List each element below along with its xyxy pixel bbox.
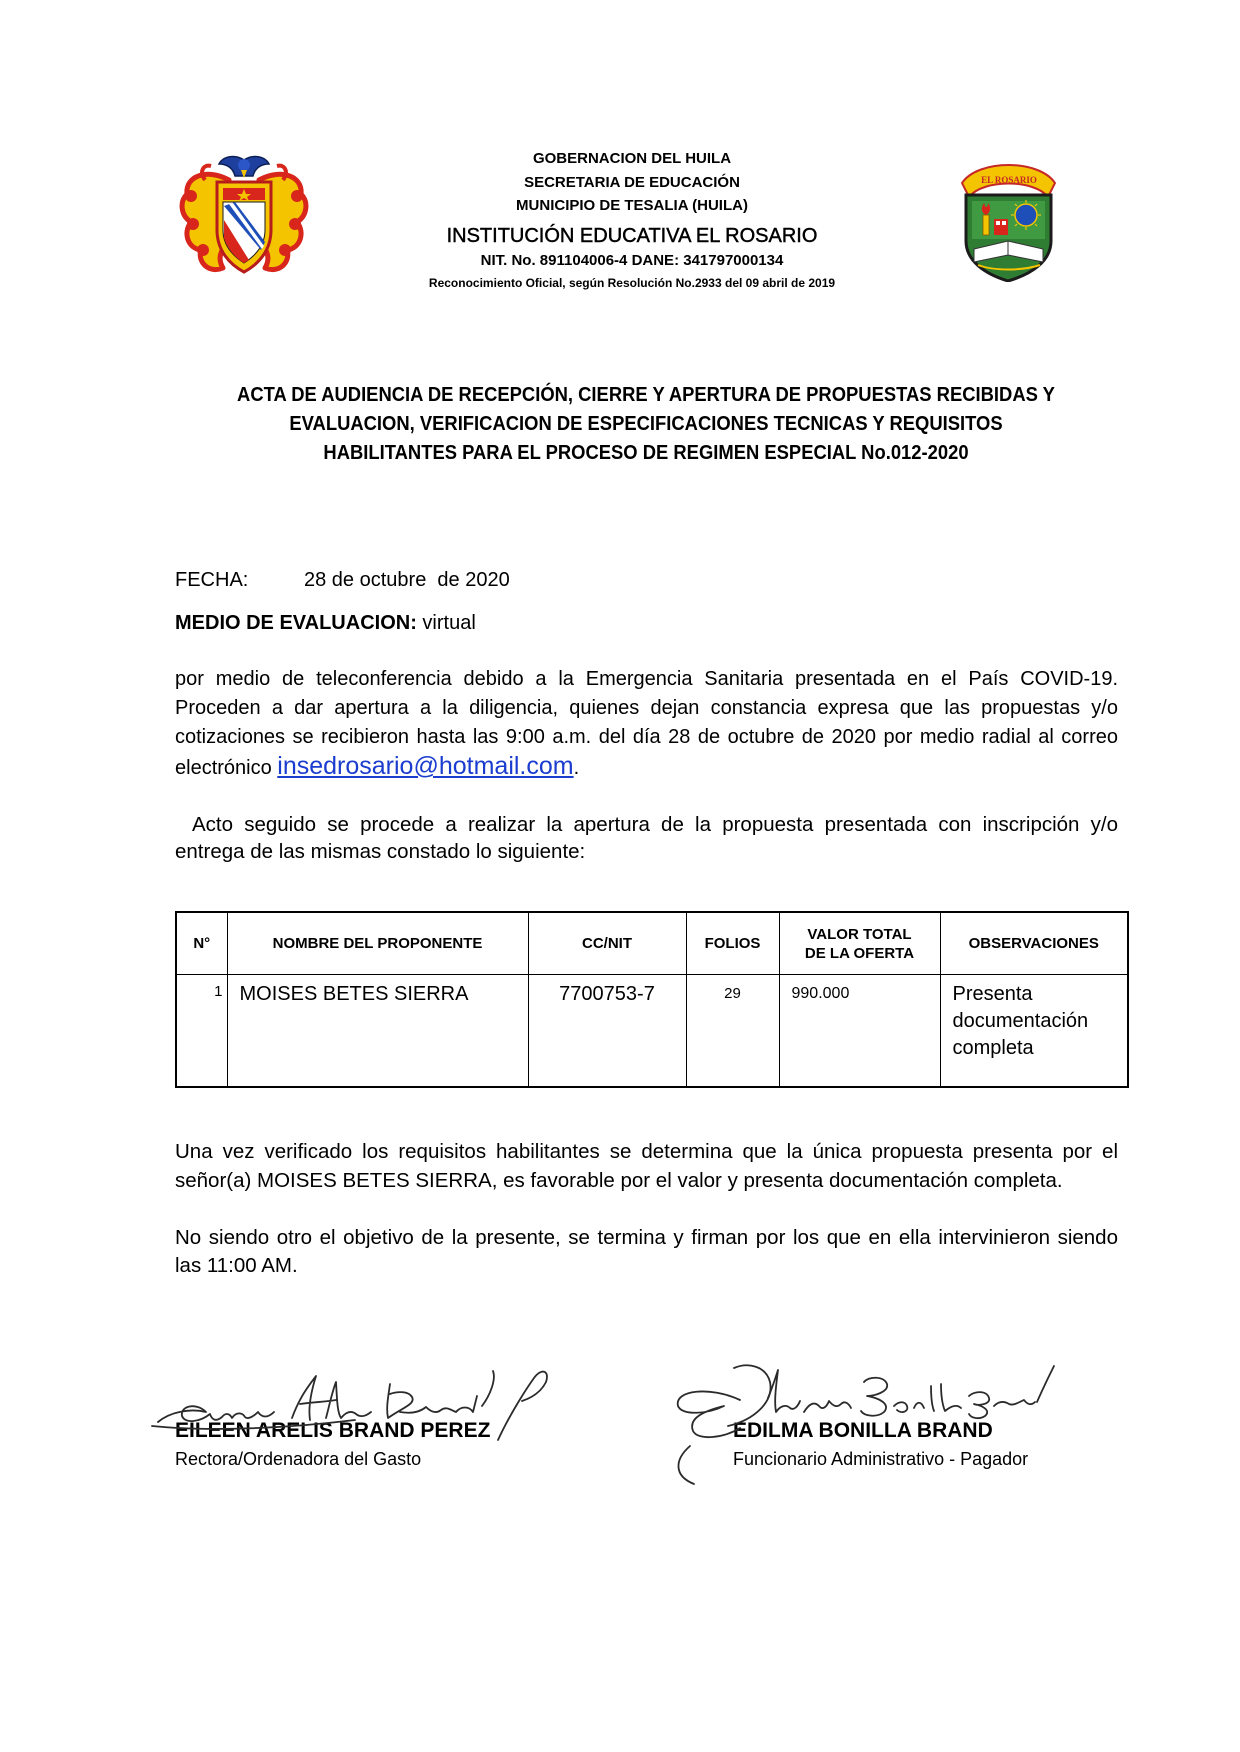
emblem-label: EL ROSARIO [981, 175, 1037, 185]
header-observations: OBSERVACIONES [940, 912, 1128, 975]
cell-observations: Presenta documentación completa [940, 975, 1128, 1088]
date-value: 28 de octubre de 2020 [304, 569, 510, 591]
email-suffix: . [573, 757, 580, 779]
title-line: ACTA DE AUDIENCIA DE RECEPCIÓN, CIERRE Y APERTURA DE PROPUESTAS RECIBIDAS Y [237, 384, 1055, 406]
medium-label: MEDIO DE EVALUACION: [175, 612, 417, 634]
header-municipality: MUNICIPIO DE TESALIA (HUILA) [516, 197, 748, 214]
school-emblem-icon [954, 153, 1063, 282]
medium-value: virtual [422, 612, 476, 634]
header-nit: NIT. No. 891104006-4 DANE: 341797000134 [480, 252, 784, 269]
intro-line: Proceden a dar apertura a la diligencia, quienes dejan constancia expresa que las propuestas y/o [175, 697, 1118, 719]
intro-line: cotizaciones se recibieron hasta las 9:00 a.m. del día 28 de octubre de 2020 por medio radial al correo [175, 726, 1118, 748]
email-prefix: electrónico [175, 757, 272, 779]
signatory-role-administrator: Funcionario Administrativo - Pagador [733, 1449, 1029, 1469]
intro-line [175, 752, 1118, 783]
gobernacion-coat-of-arms-icon [177, 150, 311, 282]
document-title [46, 381, 1240, 468]
cell-proponent-name: MOISES BETES SIERRA [227, 975, 528, 1088]
signatory-name-rector: EILEEN ARELIS BRAND PEREZ [175, 1419, 491, 1442]
opening-line: Acto seguido se procede a realizar la apertura de la propuesta presentada con inscripción y/o [192, 813, 1118, 836]
cell-cc-nit: 7700753-7 [528, 975, 686, 1088]
date-label: FECHA: [175, 569, 249, 591]
header-government: GOBERNACION DEL HUILA [532, 150, 732, 167]
closing-line: las 11:00 AM. [175, 1254, 298, 1277]
header-secretariat: SECRETARIA DE EDUCACIÓN [524, 174, 740, 191]
cell-folios: 29 [686, 975, 779, 1088]
evaluation-medium [175, 609, 476, 637]
intro-line: por medio de teleconferencia debido a la Emergencia Sanitaria presentada en el País COVID-19. [175, 668, 1118, 690]
header-number: N° [176, 912, 227, 975]
header-recognition: Reconocimiento Oficial, según Resolución No.2933 del 09 abril de 2019 [428, 276, 836, 290]
header-offer-value-line: VALOR TOTAL [807, 925, 912, 943]
opening-line: entrega de las mismas constado lo siguiente: [175, 840, 586, 863]
signature-rector-icon [150, 1362, 590, 1444]
cell-offer-value: 990.000 [779, 975, 940, 1088]
closing-paragraph [175, 1224, 1118, 1280]
header-offer-value [779, 912, 940, 975]
intro-paragraph [175, 665, 1118, 783]
cell-number: 1 [176, 975, 227, 1088]
conclusion-line: señor(a) MOISES BETES SIERRA, es favorable por el valor y presenta documentación completa. [175, 1169, 1063, 1192]
proposals-table [175, 911, 1129, 1088]
conclusion-line: Una vez verificado los requisitos habilitantes se determina que la única propuesta presenta por el [175, 1140, 1118, 1163]
opening-paragraph [175, 811, 1118, 865]
signatory-name-administrator: EDILMA BONILLA BRAND [733, 1419, 993, 1442]
header-folios: FOLIOS [686, 912, 779, 975]
table-row [176, 975, 1128, 1088]
signatory-role-rector: Rectora/Ordenadora del Gasto [175, 1449, 422, 1469]
header-offer-value-line: DE LA OFERTA [804, 944, 915, 962]
conclusion-paragraph [175, 1137, 1118, 1195]
table-header-row [176, 912, 1128, 975]
title-line: EVALUACION, VERIFICACION DE ESPECIFICACIONES TECNICAS Y REQUISITOS [289, 413, 1003, 435]
header-institution: INSTITUCIÓN EDUCATIVA EL ROSARIO [446, 225, 818, 247]
closing-line: No siendo otro el objetivo de la presente, se termina y firman por los que en ella intervinieron siendo [175, 1226, 1118, 1249]
title-line: HABILITANTES PARA EL PROCESO DE REGIMEN ESPECIAL No.012-2020 [323, 442, 969, 464]
signature-administrator-icon [668, 1356, 1058, 1486]
email-link[interactable]: insedrosario@hotmail.com [277, 752, 574, 780]
header-proponent-name: NOMBRE DEL PROPONENTE [227, 912, 528, 975]
header-cc-nit: CC/NIT [528, 912, 686, 975]
